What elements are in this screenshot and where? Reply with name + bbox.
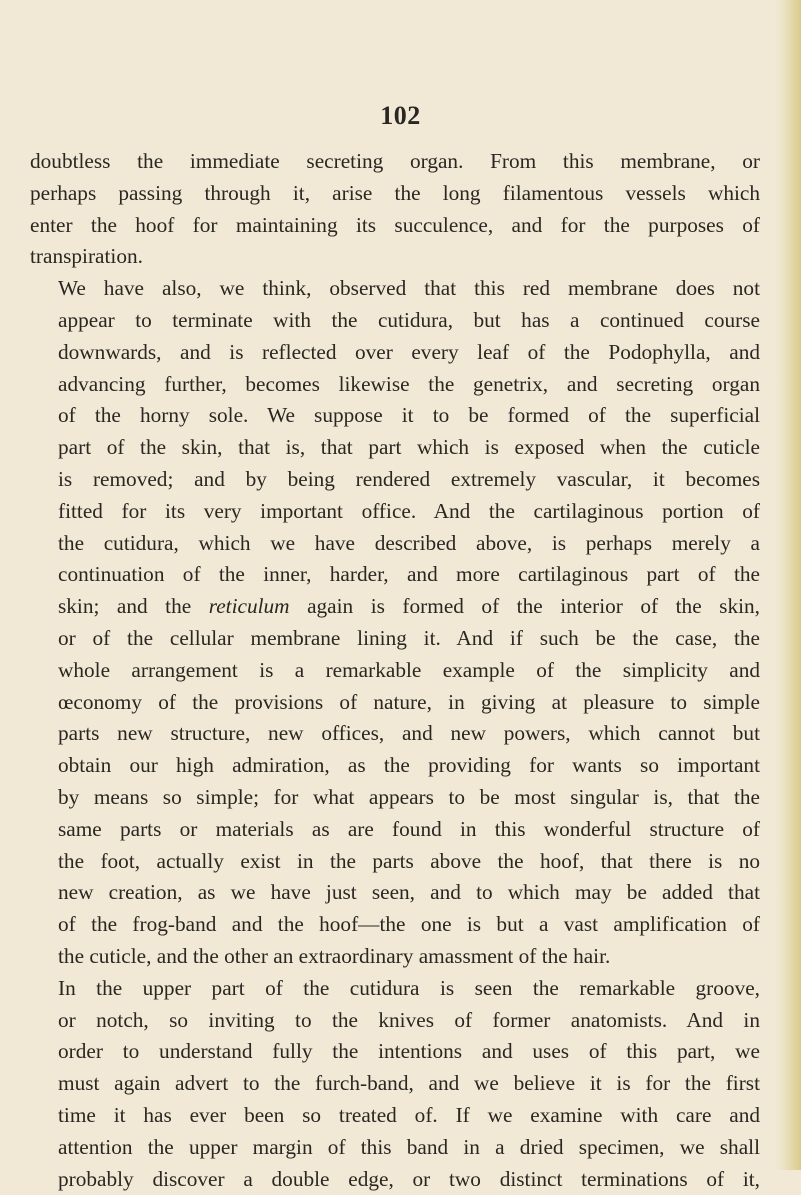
text-line: part of the skin, that is, that part which is exposed when the cuticle xyxy=(30,432,760,464)
text-line: fitted for its very important office. And the cartilaginous portion of xyxy=(30,496,760,528)
text-line: of the horny sole. We suppose it to be formed of the superficial xyxy=(30,400,760,432)
text-line: obtain our high admiration, as the providing for wants so important xyxy=(30,750,760,782)
text-line: of the frog-band and the hoof—the one is but a vast amplification of xyxy=(30,909,760,941)
paragraph-3 xyxy=(30,973,760,1195)
text-line: or of the cellular membrane lining it. And if such be the case, the xyxy=(30,623,760,655)
text-line: the cutidura, which we have described above, is perhaps merely a xyxy=(30,528,760,560)
text-line: the cuticle, and the other an extraordinary amassment of the hair. xyxy=(30,941,760,973)
text-line-part: skin; and the xyxy=(58,594,191,618)
text-line: must again advert to the furch-band, and we believe it is for the first xyxy=(30,1068,760,1100)
text-line: is removed; and by being rendered extremely vascular, it becomes xyxy=(30,464,760,496)
text-line-with-italic xyxy=(30,591,760,623)
text-line: transpiration. xyxy=(30,241,760,273)
text-line: perhaps passing through it, arise the long filamentous vessels which xyxy=(30,178,760,210)
text-line: attention the upper margin of this band in a dried specimen, we shall xyxy=(30,1132,760,1164)
text-line: downwards, and is reflected over every leaf of the Podophylla, and xyxy=(30,337,760,369)
text-line: new creation, as we have just seen, and to which may be added that xyxy=(30,877,760,909)
page-number: 102 xyxy=(0,101,801,131)
text-line: the foot, actually exist in the parts above the hoof, that there is no xyxy=(30,846,760,878)
text-line: We have also, we think, observed that this red membrane does not xyxy=(30,273,760,305)
italic-term: reticulum xyxy=(209,594,290,618)
text-line: advancing further, becomes likewise the genetrix, and secreting organ xyxy=(30,369,760,401)
text-line: time it has ever been so treated of. If we examine with care and xyxy=(30,1100,760,1132)
text-line: appear to terminate with the cutidura, but has a continued course xyxy=(30,305,760,337)
paragraph-1 xyxy=(30,146,760,273)
text-line: parts new structure, new offices, and new powers, which cannot but xyxy=(30,718,760,750)
text-line: order to understand fully the intentions and uses of this part, we xyxy=(30,1036,760,1068)
text-line: enter the hoof for maintaining its succulence, and for the purposes of xyxy=(30,210,760,242)
text-line: or notch, so inviting to the knives of former anatomists. And in xyxy=(30,1005,760,1037)
text-line: continuation of the inner, harder, and more cartilaginous part of the xyxy=(30,559,760,591)
text-line: whole arrangement is a remarkable example of the simplicity and xyxy=(30,655,760,687)
body-text xyxy=(30,146,760,1195)
text-line-part: again is formed of the interior of the skin, xyxy=(307,594,760,618)
text-line: by means so simple; for what appears to be most singular is, that the xyxy=(30,782,760,814)
text-line: œconomy of the provisions of nature, in giving at pleasure to simple xyxy=(30,687,760,719)
page-edge-shading xyxy=(775,0,801,1170)
text-line: probably discover a double edge, or two distinct terminations of it, xyxy=(30,1164,760,1195)
text-line: doubtless the immediate secreting organ. From this membrane, or xyxy=(30,146,760,178)
text-line: same parts or materials as are found in this wonderful structure of xyxy=(30,814,760,846)
text-line: In the upper part of the cutidura is seen the remarkable groove, xyxy=(30,973,760,1005)
paragraph-2 xyxy=(30,273,760,973)
